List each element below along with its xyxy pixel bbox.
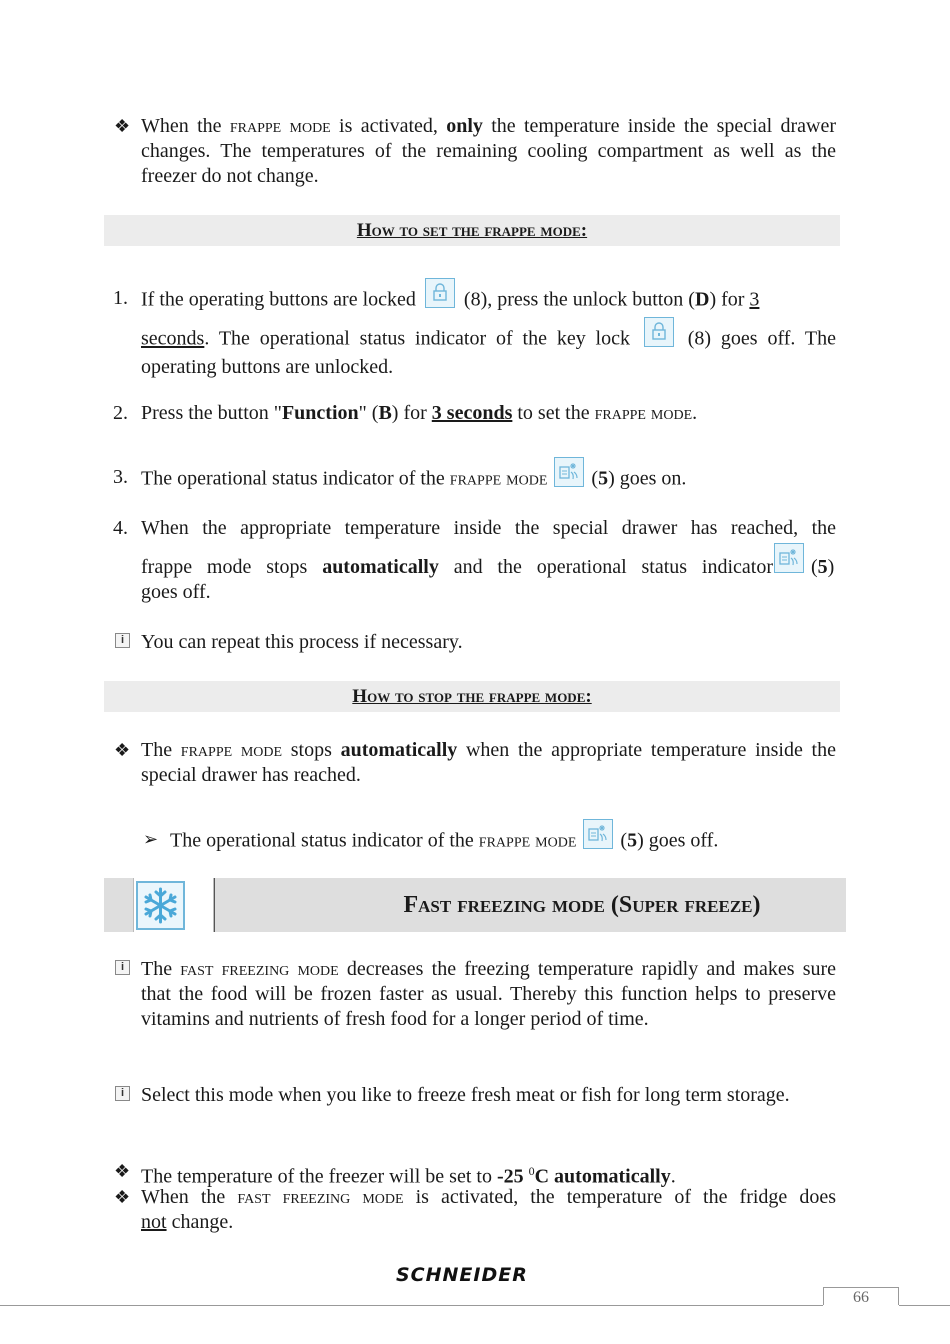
info-icon: i xyxy=(115,1086,130,1101)
fast-freezing-info-2: Select this mode when you like to freeze fresh meat or fish for long term storage. xyxy=(141,1084,790,1106)
info-icon: i xyxy=(115,960,130,975)
diamond-bullet-icon: ❖ xyxy=(114,1187,131,1207)
step-3: The operational status indicator of the frappe mode (5) goes on. xyxy=(141,465,836,495)
how-to-set-heading: How to set the frappe mode: xyxy=(356,220,588,241)
footer-divider xyxy=(0,1305,823,1306)
lock-icon xyxy=(425,278,455,308)
diamond-bullet-icon: ❖ xyxy=(114,1161,131,1181)
brand-logo: SCHNEIDER xyxy=(396,1264,528,1286)
lock-icon xyxy=(644,317,674,347)
intro-paragraph: When the frappe mode is activated, only the temperature inside the special drawer changes. The temperatures of the remaining cooling compartment as well as the freezer do not change. xyxy=(141,115,836,187)
fast-freezing-bullet-2-line-2: not change. xyxy=(141,1211,234,1233)
step-number: 2. xyxy=(113,402,128,424)
snowflake-icon xyxy=(136,881,185,930)
page-number: 66 xyxy=(853,1289,869,1306)
step-1-line-1: If the operating buttons are locked (8), press the unlock button (D) for 3 xyxy=(141,286,836,316)
fast-freezing-section-header xyxy=(104,878,846,932)
frappe-icon xyxy=(583,819,613,849)
stop-sub-item: The operational status indicator of the frappe mode (5) goes off. xyxy=(170,827,718,857)
how-to-stop-heading-bar xyxy=(104,681,840,712)
how-to-set-heading-bar xyxy=(104,215,840,246)
step-4-line-3: goes off. xyxy=(141,581,211,603)
frappe-icon xyxy=(554,457,584,487)
step-4-line-2: frappe mode stops automatically and the operational status indicator xyxy=(141,556,773,578)
fast-freezing-bullet-1: The temperature of the freezer will be set to -25 $^0$C automatically. xyxy=(141,1164,676,1188)
how-to-stop-heading: How to stop the frappe mode: xyxy=(352,686,592,707)
repeat-info: You can repeat this process if necessary. xyxy=(141,631,463,653)
footer-divider xyxy=(899,1305,950,1306)
step-number: 1. xyxy=(113,287,128,309)
fast-freezing-bullet-2-line-1: When the fast freezing mode is activated, the temperature of the fridge does xyxy=(141,1186,837,1208)
step-number: 3. xyxy=(113,466,128,488)
step-number: 4. xyxy=(113,517,128,539)
fast-freezing-title: Fast freezing mode (Super freeze) xyxy=(403,892,761,918)
diamond-bullet-icon: ❖ xyxy=(114,740,131,760)
stop-paragraph: The frappe mode stops automatically when the appropriate temperature inside the special drawer has reached. xyxy=(141,739,836,786)
page-number-tab xyxy=(823,1287,899,1305)
arrow-bullet-icon: ➢ xyxy=(143,829,159,849)
step-1-line-2: seconds. The operational status indicator of the key lock (8) goes off. The operating buttons are unlocked. xyxy=(141,325,836,380)
info-icon: i xyxy=(115,633,130,648)
diamond-bullet-icon: ❖ xyxy=(114,116,131,136)
fast-freezing-info-1: The fast freezing mode decreases the freezing temperature rapidly and makes sure that the food will be frozen faster as usual. Thereby this function helps to preserve vitamins and nutrients of fresh food for a longer period of time. xyxy=(141,958,837,1030)
frappe-icon xyxy=(774,543,804,573)
step-4-indicator-ref: (5) xyxy=(811,556,835,578)
step-4-line-1: When the appropriate temperature inside the special drawer has reached, the xyxy=(141,517,836,539)
step-2: Press the button "Function" (B) for 3 seconds to set the frappe mode. xyxy=(141,402,698,424)
